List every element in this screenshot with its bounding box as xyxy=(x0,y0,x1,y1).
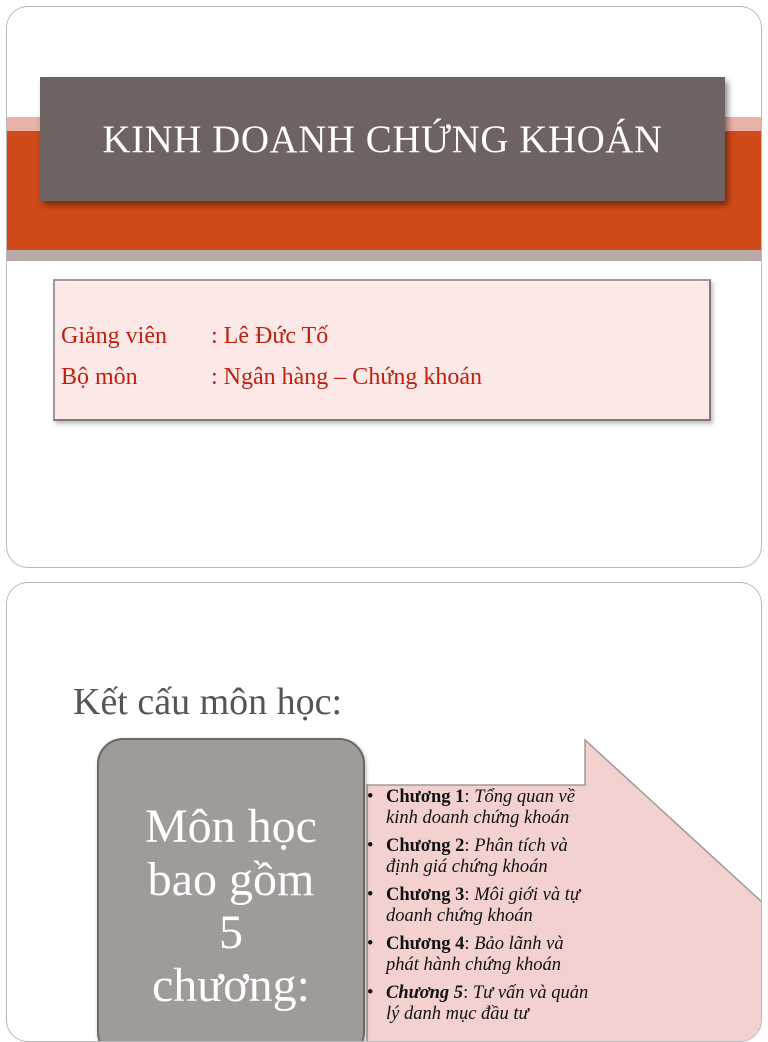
course-summary-box xyxy=(97,738,365,1042)
chapter-description-cont: định giá chứng khoán xyxy=(386,857,548,877)
chapter-separator: : xyxy=(464,787,475,807)
chapter-number: Chương 3 xyxy=(386,885,465,905)
title-slide xyxy=(6,6,762,568)
department-value: : Ngân hàng – Chứng khoán xyxy=(211,364,482,390)
chapter-number: Chương 4 xyxy=(386,934,465,954)
slide-title: KINH DOANH CHỨNG KHOÁN xyxy=(102,117,663,161)
department-row xyxy=(61,364,482,391)
chapter-number: Chương 2 xyxy=(386,836,465,856)
lecturer-info-box xyxy=(53,279,711,421)
chapter-description-cont: doanh chứng khoán xyxy=(386,906,533,926)
chapter-item-2 xyxy=(362,836,632,878)
chapter-list xyxy=(362,787,632,1032)
chapter-separator: : xyxy=(463,983,473,1003)
chapter-separator: : xyxy=(464,836,475,856)
lecturer-row xyxy=(61,323,328,350)
title-box xyxy=(40,77,725,201)
lecturer-label: Giảng viên xyxy=(61,323,167,349)
summary-line-2: bao gồm xyxy=(147,853,315,906)
chapter-item-4 xyxy=(362,934,632,976)
course-structure-heading: Kết cấu môn học: xyxy=(73,681,343,723)
summary-line-3: 5 xyxy=(219,906,243,959)
chapter-number: Chương 5 xyxy=(386,983,464,1003)
chapter-item-3 xyxy=(362,885,632,927)
chapter-description: Tổng quan về xyxy=(474,787,575,807)
lecturer-value: : Lê Đức Tố xyxy=(211,323,329,349)
chapter-separator: : xyxy=(464,934,475,954)
chapter-number: Chương 1 xyxy=(386,787,465,807)
chapter-description: Môi giới và tự xyxy=(474,885,580,905)
chapter-item-1 xyxy=(362,787,632,829)
chapter-item-5 xyxy=(362,983,632,1025)
department-label: Bộ môn xyxy=(61,364,138,390)
course-structure-slide xyxy=(6,582,762,1042)
summary-line-4: chương: xyxy=(151,959,311,1012)
chapter-description: Phân tích và xyxy=(474,836,568,856)
chapter-description-cont: phát hành chứng khoán xyxy=(386,955,562,975)
summary-line-1: Môn học xyxy=(145,800,317,853)
chapter-description-cont: kinh doanh chứng khoán xyxy=(386,808,570,828)
chapter-description: Bảo lãnh và xyxy=(474,934,564,954)
chapter-description: Tư vấn và quản xyxy=(472,983,589,1003)
header-band-gray xyxy=(7,250,761,261)
chapter-description-cont: lý danh mục đầu tư xyxy=(386,1004,529,1024)
chapter-separator: : xyxy=(464,885,475,905)
